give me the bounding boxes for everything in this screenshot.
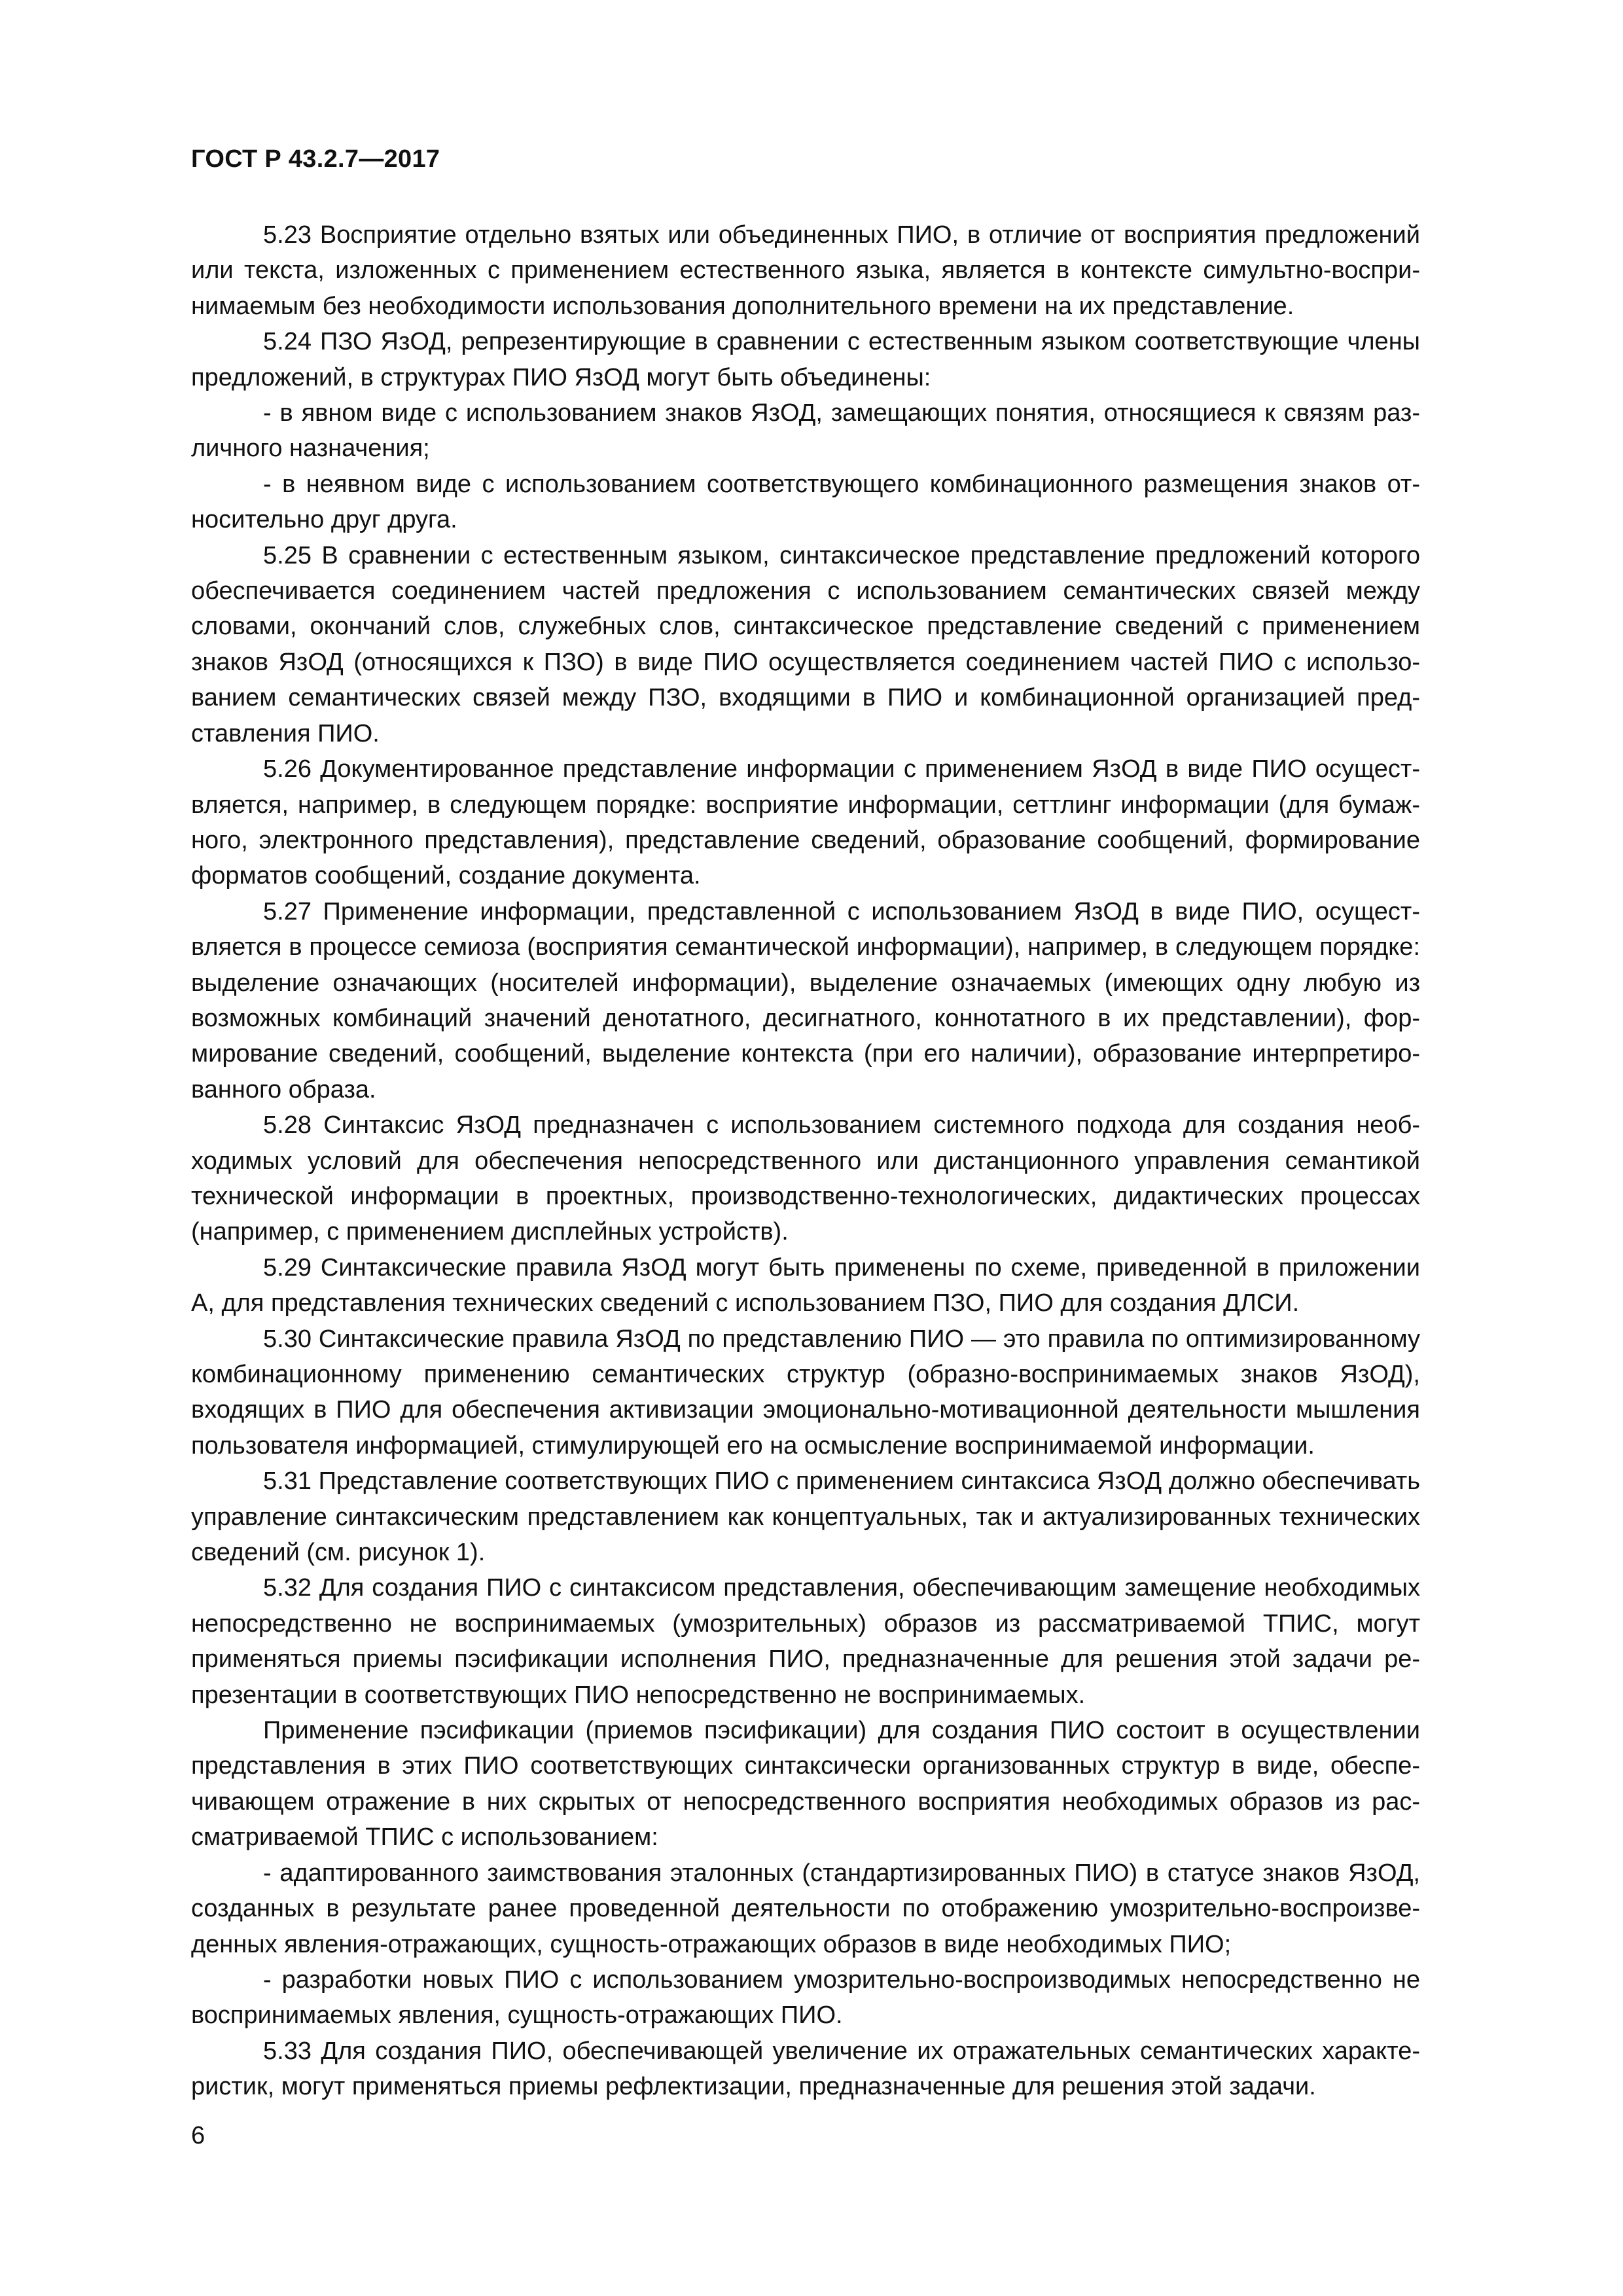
paragraph-5-29: 5.29 Синтаксические правила ЯзОД могут быть применены по схеме, приведенной в приложении А, для представления технических сведений с использованием ПЗО, ПИО для создания ДЛСИ. <box>191 1253 1420 1318</box>
list-item: - разработки новых ПИО с использованием умозрительно-воспроизводимых непосредственно не воспринимаемых явления, сущность-отражающих ПИО. <box>191 1965 1420 2030</box>
paragraph-5-32: 5.32 Для создания ПИО с синтаксисом представления, обеспечивающим замещение необходимых непосредственно не воспринимаемых (умозрительных) образов из рассматриваемой ТПИС, могут применяться приемы пэсификации исполнения ПИО, предназначенные для решения этой задачи репрезентации в соответствующих ПИО непосредственно не воспринимаемых. <box>191 1574 1420 1709</box>
paragraph-5-24: 5.24 ПЗО ЯзОД, репрезентирующие в сравнении с естественным языком соответствующие члены предложений, в структурах ПИО ЯзОД могут быть объединены: <box>191 328 1420 391</box>
page-header-standard-code: ГОСТ Р 43.2.7—2017 <box>191 145 440 173</box>
list-item: - в явном виде с использованием знаков ЯзОД, замещающих понятия, относящиеся к связям различного назначения; <box>191 399 1420 463</box>
paragraph-5-28: 5.28 Синтаксис ЯзОД предназначен с использованием системного подхода для создания необходимых условий для обеспечения непосредственного или дистанционного управления семантикой технической информации в проектных, производственно-технологических, дидактических процессах (например, с применением дисплейных устройств). <box>191 1111 1420 1246</box>
paragraph-5-32-continued: Применение пэсификации (приемов пэсификации) для создания ПИО состоит в осуществлении представления в этих ПИО соответствующих синтаксически организованных структур в виде, обеспечивающем отражение в них скрытых от непосредственного восприятия необходимых образов из рассматриваемой ТПИС с использованием: <box>191 1717 1420 1852</box>
page-number: 6 <box>191 2122 205 2149</box>
list-item: - в неявном виде с использованием соответствующего комбинационного размещения знаков относительно друг друга. <box>191 470 1420 534</box>
document-body <box>191 217 1420 2105</box>
paragraph-5-33: 5.33 Для создания ПИО, обеспечивающей увеличение их отражательных семантических характеристик, могут применяться приемы рефлектизации, предназначенные для решения этой задачи. <box>191 2037 1420 2101</box>
paragraph-5-27: 5.27 Применение информации, представленной с использованием ЯзОД в виде ПИО, осуществляется в процессе семиоза (восприятия семантической информации), например, в следующем порядке: выделение означающих (носителей информации), выделение означаемых (имеющих одну любую из возможных комбинаций значений денотатного, десигнатного, коннотатного в их представлении), формирование сведений, сообщений, выделение контекста (при его наличии), образование интерпретированного образа. <box>191 897 1420 1103</box>
paragraph-5-30: 5.30 Синтаксические правила ЯзОД по представлению ПИО — это правила по оптимизированному комбинационному применению семантических структур (образно-воспринимаемых знаков ЯзОД), входящих в ПИО для обеспечения активизации эмоционально-мотивационной деятельности мышления пользователя информацией, стимулирующей его на осмысление воспринимаемой информации. <box>191 1325 1420 1460</box>
paragraph-5-25: 5.25 В сравнении с естественным языком, синтаксическое представление предложений которого обеспечивается соединением частей предложения с использованием семантических связей между словами, окончаний слов, служебных слов, синтаксическое представление сведений с применением знаков ЯзОД (относящихся к ПЗО) в виде ПИО осуществляется соединением частей ПИО с использованием семантических связей между ПЗО, входящими в ПИО и комбинационной организацией представления ПИО. <box>191 541 1420 747</box>
list-item: - адаптированного заимствования эталонных (стандартизированных ПИО) в статусе знаков ЯзОД, созданных в результате ранее проведенной деятельности по отображению умозрительно-воспроизведенных явления-отражающих, сущность-отражающих образов в виде необходимых ПИО; <box>191 1859 1420 1958</box>
paragraph-5-26: 5.26 Документированное представление информации с применением ЯзОД в виде ПИО осуществляется, например, в следующем порядке: восприятие информации, сеттлинг информации (для бумажного, электронного представления), представление сведений, образование сообщений, формирование форматов сообщений, создание документа. <box>191 755 1420 890</box>
paragraph-5-23: 5.23 Восприятие отдельно взятых или объединенных ПИО, в отличие от восприятия предложений или текста, изложенных с применением естественного языка, является в контексте симультно-воспринимаемым без необходимости использования дополнительного времени на их представление. <box>191 221 1420 320</box>
paragraph-5-31: 5.31 Представление соответствующих ПИО с применением синтаксиса ЯзОД должно обеспечивать управление синтаксическим представлением как концептуальных, так и актуализированных технических сведений (см. рисунок 1). <box>191 1467 1420 1567</box>
